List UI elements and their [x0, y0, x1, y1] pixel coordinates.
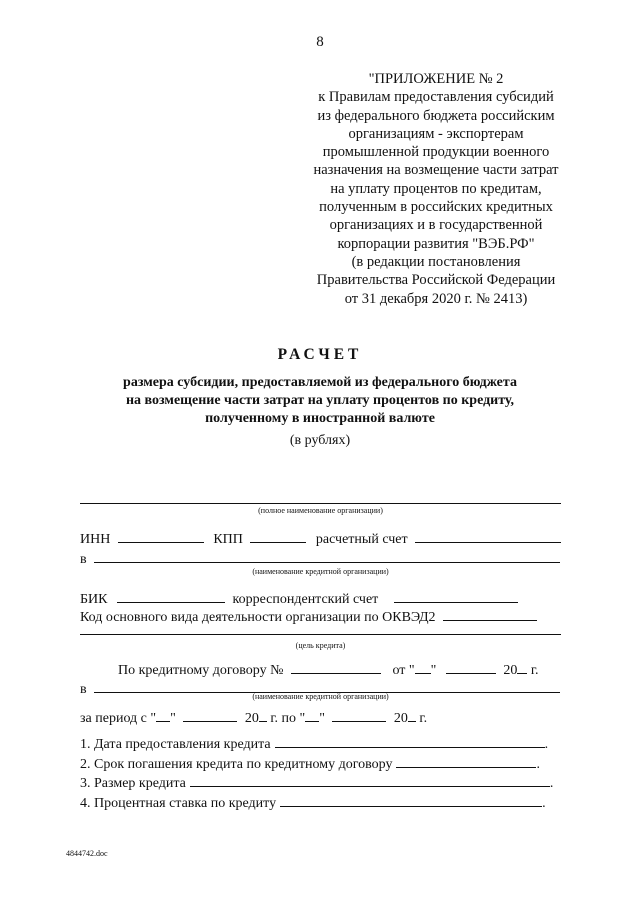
- subtitle-line: полученному в иностранной валюте: [205, 411, 435, 426]
- in-label-2: в: [80, 682, 87, 697]
- period-label: за период с ": [80, 711, 157, 726]
- subtitle-line: на возмещение части затрат на уплату процентов по кредиту,: [125, 393, 515, 408]
- appendix-line: корпорации развития "ВЭБ.РФ": [337, 235, 535, 252]
- purpose-field[interactable]: [80, 634, 561, 635]
- org-name-caption: (полное наименование организации): [258, 506, 383, 515]
- kpp-label: КПП: [213, 532, 243, 547]
- org-name-field[interactable]: [80, 503, 561, 504]
- bank-name-field-2[interactable]: [94, 678, 560, 693]
- item-label: 4. Процентная ставка по кредиту: [80, 796, 277, 811]
- period-dot: .: [544, 737, 549, 752]
- contract-number-field[interactable]: [291, 659, 381, 674]
- year-prefix: 20: [503, 663, 518, 678]
- corr-label: корреспондентский счет: [232, 592, 379, 607]
- inn-field[interactable]: [118, 528, 204, 543]
- contract-label: По кредитному договору №: [118, 663, 284, 678]
- appendix-line: на уплату процентов по кредитам,: [330, 180, 542, 197]
- okved-label: Код основного вида деятельности организации по ОКВЭД2: [80, 610, 436, 625]
- subtitle-line: размера субсидии, предоставляемой из федерального бюджета: [123, 375, 517, 390]
- appendix-line: Правительства Российской Федерации: [316, 272, 556, 289]
- year-prefix: 20: [393, 711, 408, 726]
- units-note: (в рублях): [289, 433, 351, 448]
- inn-label: ИНН: [80, 532, 111, 547]
- in-label: в: [80, 552, 87, 567]
- item-row: [80, 753, 540, 773]
- file-name: 4844742.doc: [66, 849, 108, 858]
- appendix-line: "ПРИЛОЖЕНИЕ № 2: [368, 71, 504, 87]
- period-dot: .: [549, 776, 554, 791]
- item-row: [80, 772, 553, 792]
- period-to-label: г. по ": [270, 711, 306, 726]
- appendix-line: к Правилам предоставления субсидий: [318, 89, 554, 106]
- period-end-month-field[interactable]: [332, 707, 386, 722]
- appendix-line: (в редакции постановления: [351, 253, 521, 270]
- item-label: 2. Срок погашения кредита по кредитному договору: [80, 757, 393, 772]
- appendix-line: организациях и в государственной: [329, 217, 543, 234]
- contract-day-field[interactable]: [415, 659, 431, 674]
- appendix-line: из федерального бюджета российским: [317, 107, 555, 124]
- period-end-day-field[interactable]: [305, 707, 319, 722]
- year-g: г.: [419, 711, 428, 726]
- loan-date-field[interactable]: [275, 733, 545, 748]
- item-label: 1. Дата предоставления кредита: [80, 737, 271, 752]
- item-row: [80, 733, 548, 753]
- appendix-header: [290, 70, 582, 308]
- item-row: [80, 792, 546, 812]
- year-g: г.: [530, 663, 539, 678]
- period-row: [80, 707, 427, 727]
- page-number: 8: [316, 34, 324, 50]
- okved-field[interactable]: [443, 606, 537, 621]
- period-dot: .: [536, 757, 540, 772]
- document-title: РАСЧЕТ: [277, 346, 363, 363]
- corr-field[interactable]: [394, 588, 518, 603]
- period-start-month-field[interactable]: [183, 707, 237, 722]
- quote-close: ": [430, 663, 437, 678]
- quote-close: ": [319, 711, 325, 726]
- bank-caption-2: (наименование кредитной организации): [252, 692, 389, 701]
- bik-field[interactable]: [117, 588, 225, 603]
- purpose-caption: (цель кредита): [295, 641, 346, 650]
- appendix-line: организациям - экспортерам: [348, 125, 524, 142]
- bank-caption: (наименование кредитной организации): [252, 567, 389, 576]
- bik-row: [80, 588, 518, 608]
- contract-row: [118, 659, 539, 679]
- appendix-line: от 31 декабря 2020 г. № 2413): [344, 290, 528, 307]
- period-dot: .: [542, 796, 546, 811]
- period-end-year-field[interactable]: [408, 707, 416, 722]
- repayment-term-field[interactable]: [396, 753, 536, 768]
- item-label: 3. Размер кредита: [80, 776, 186, 791]
- appendix-line: полученным в российских кредитных: [319, 199, 553, 216]
- kpp-field[interactable]: [250, 528, 306, 543]
- bank-row: [80, 548, 560, 568]
- loan-amount-field[interactable]: [190, 772, 550, 787]
- inn-row: [80, 528, 561, 548]
- contract-year-field[interactable]: [517, 659, 527, 674]
- contract-month-field[interactable]: [446, 659, 496, 674]
- okved-row: [80, 606, 537, 626]
- period-start-year-field[interactable]: [259, 707, 267, 722]
- from-label: от ": [392, 663, 415, 678]
- appendix-line: промышленной продукции военного: [322, 144, 550, 161]
- appendix-line: назначения на возмещение части затрат: [313, 162, 559, 179]
- year-prefix: 20: [244, 711, 259, 726]
- period-start-day-field[interactable]: [156, 707, 170, 722]
- bank-name-field[interactable]: [94, 548, 560, 563]
- bik-label: БИК: [80, 592, 108, 607]
- interest-rate-field[interactable]: [280, 792, 542, 807]
- account-field[interactable]: [415, 528, 561, 543]
- quote-close: ": [170, 711, 176, 726]
- document-subtitle: [60, 374, 580, 428]
- account-label: расчетный счет: [315, 532, 408, 547]
